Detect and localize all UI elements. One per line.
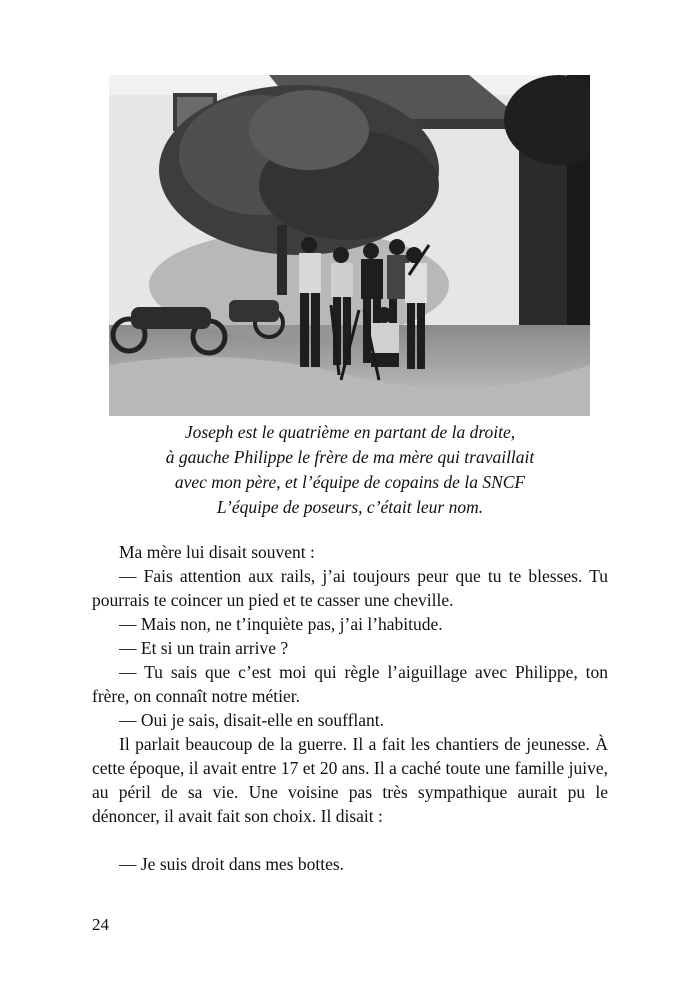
photo-illustration xyxy=(109,75,590,416)
caption-line: avec mon père, et l’équipe de copains de la SNCF xyxy=(174,472,526,492)
page-number: 24 xyxy=(92,915,109,934)
caption-line: Joseph est le quatrième en partant de la droite, xyxy=(184,422,516,442)
paragraph: Il parlait beaucoup de la guerre. Il a fait les chantiers de jeunesse. À cette époque, il avait entre 17 et 20 ans. Il a caché toute une famille juive, au péril de sa vie. Une voisine pas très sympathique aurait pu le dénoncer, il avait fait son choix. Il disait : xyxy=(92,734,608,826)
paragraph: — Oui je sais, disait-elle en soufflant. xyxy=(119,710,385,730)
caption-line: L’équipe de poseurs, c’était leur nom. xyxy=(216,497,484,517)
paragraph: — Je suis droit dans mes bottes. xyxy=(119,854,345,874)
paragraph: Ma mère lui disait souvent : xyxy=(119,542,315,562)
body-text xyxy=(92,540,608,876)
paragraph-gap xyxy=(92,828,608,852)
photograph xyxy=(109,75,590,416)
paragraph: — Mais non, ne t’inquiète pas, j’ai l’habitude. xyxy=(119,614,443,634)
paragraph: — Fais attention aux rails, j’ai toujours peur que tu te blesses. Tu pourrais te coincer un pied et te casser une cheville. xyxy=(92,566,608,610)
photo-caption xyxy=(100,420,600,520)
paragraph: — Et si un train arrive ? xyxy=(119,638,289,658)
paragraph: — Tu sais que c’est moi qui règle l’aiguillage avec Philippe, ton frère, on connaît notre métier. xyxy=(92,662,608,706)
caption-line: à gauche Philippe le frère de ma mère qui travaillait xyxy=(165,447,535,467)
